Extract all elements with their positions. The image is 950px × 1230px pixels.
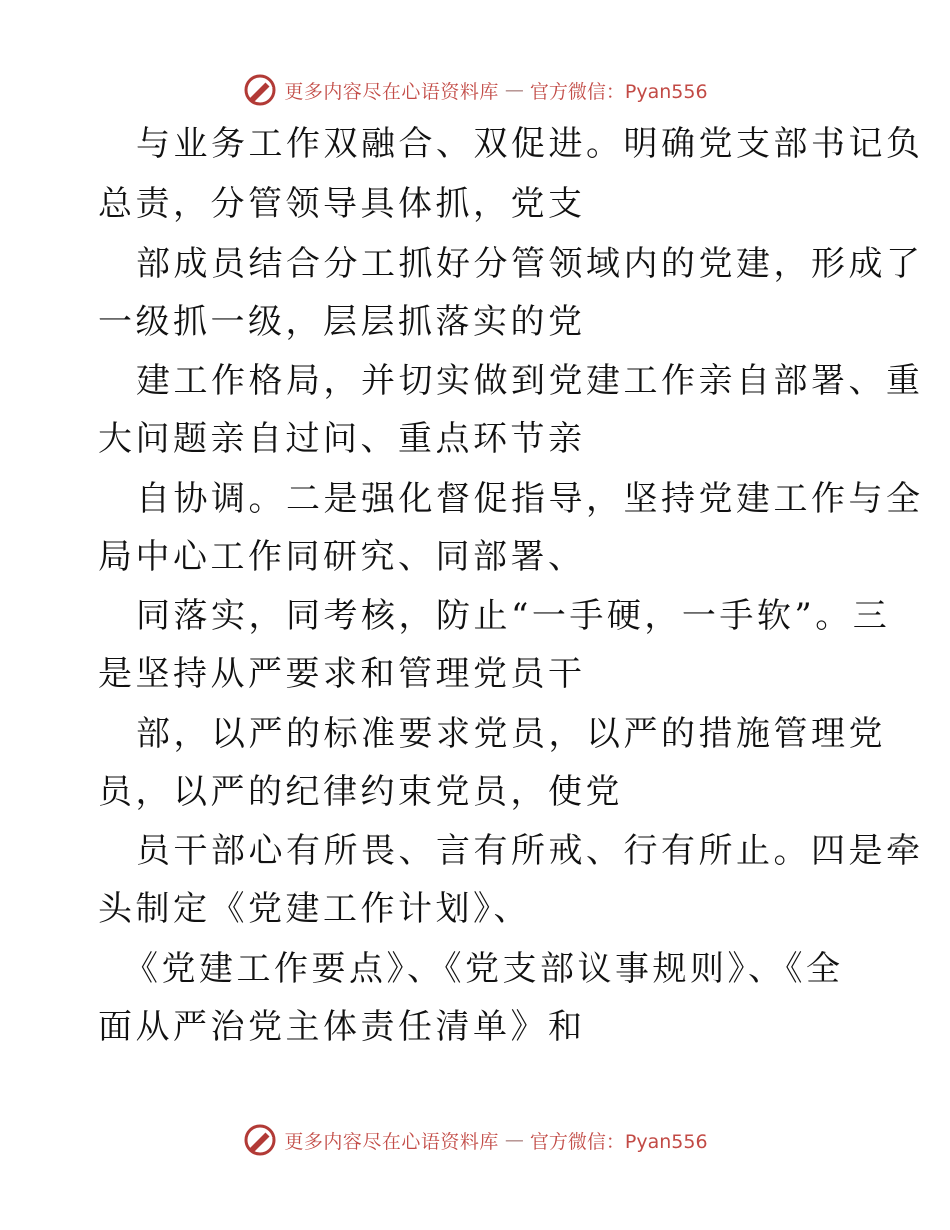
watermark-wechat-text: 官方微信：Pyan556 xyxy=(529,1130,708,1153)
paragraph-line: 与业务工作双融合、双促进。明确党支部书记负 xyxy=(136,124,924,164)
paragraph-line: 总责，分管领导具体抓，党支 xyxy=(98,184,586,224)
paragraph-line: 一级抓一级，层层抓落实的党 xyxy=(98,302,586,342)
paragraph-line: 面从严治党主体责任清单》和 xyxy=(98,1007,586,1047)
footer-watermark xyxy=(0,1120,950,1160)
header-watermark xyxy=(0,70,950,110)
pen-circle-logo-icon xyxy=(242,1122,278,1158)
watermark-wechat-text: 官方微信：Pyan556 xyxy=(529,80,708,103)
paragraph-line: 部，以严的标准要求党员，以严的措施管理党 xyxy=(136,714,886,754)
paragraph-line: 是坚持从严要求和管理党员干 xyxy=(98,654,586,694)
paragraph-line: 局中心工作同研究、同部署、 xyxy=(98,537,586,577)
watermark-dash: — xyxy=(504,1129,524,1151)
paragraph-line: 同落实，同考核，防止“一手硬，一手软”。三 xyxy=(136,596,891,636)
paragraph-line: 大问题亲自过问、重点环节亲 xyxy=(98,419,586,459)
paragraph-line: 《党建工作要点》、《党支部议事规则》、《全 xyxy=(124,949,844,989)
watermark-site-text: 更多内容尽在心语资料库 xyxy=(284,1130,499,1153)
paragraph-line: 员，以严的纪律约束党员，使党 xyxy=(98,772,623,812)
paragraph-line: 建工作格局，并切实做到党建工作亲自部署、重 xyxy=(136,361,924,401)
paragraph-line: 自协调。二是强化督促指导，坚持党建工作与全 xyxy=(136,479,924,519)
watermark-site-text: 更多内容尽在心语资料库 xyxy=(284,80,499,103)
paragraph-line: 员干部心有所畏、言有所戒、行有所止。四是牵 xyxy=(136,831,924,871)
paragraph-line: 部成员结合分工抓好分管领域内的党建，形成了 xyxy=(136,244,924,284)
paragraph-line: 头制定《党建工作计划》、 xyxy=(98,889,531,929)
pen-circle-logo-icon xyxy=(242,72,278,108)
watermark-dash: — xyxy=(504,79,524,101)
